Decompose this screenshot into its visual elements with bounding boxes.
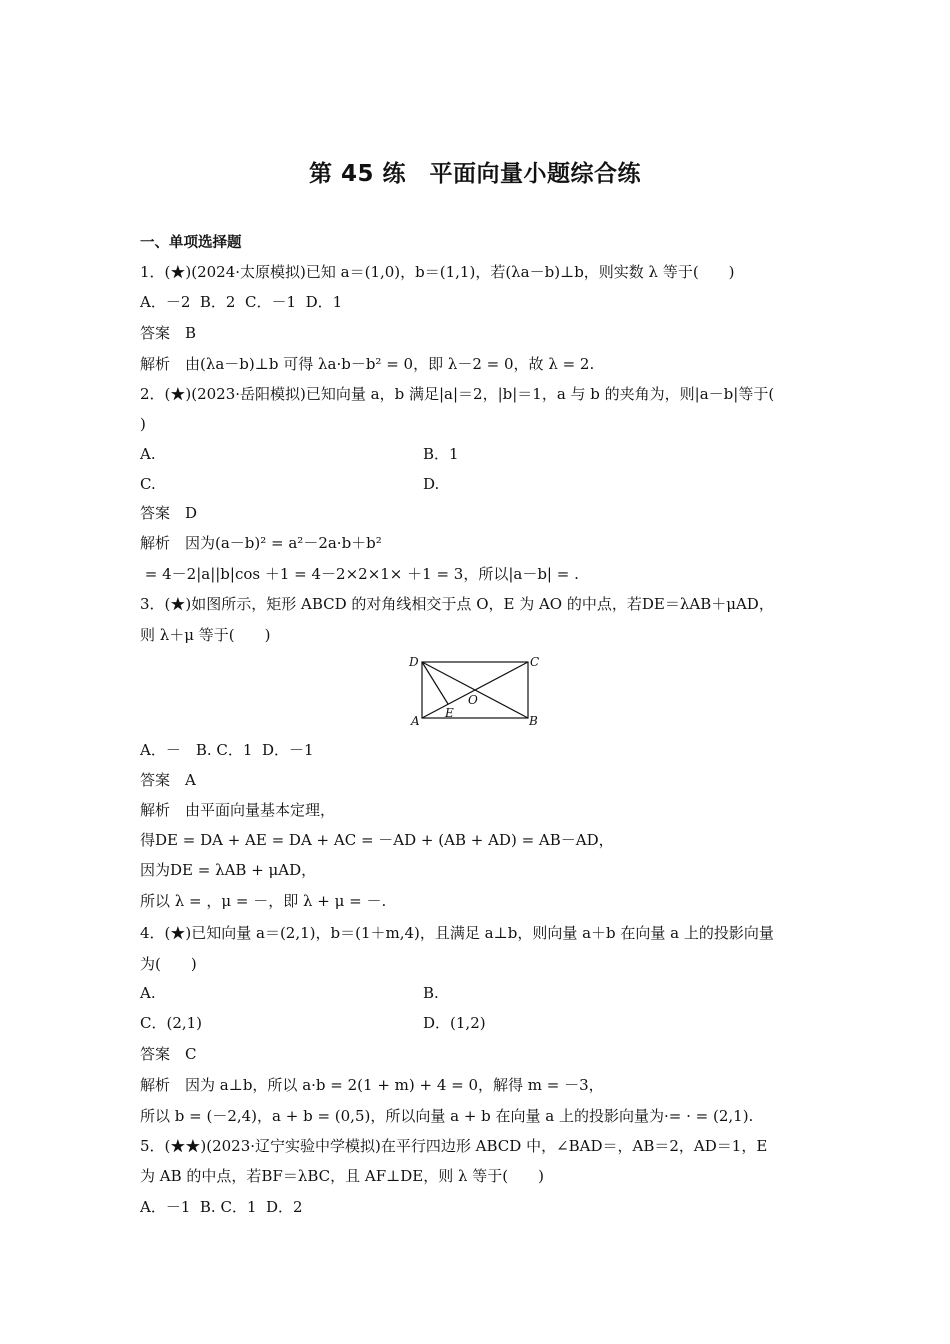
- section-heading: 一、单项选择题: [140, 235, 242, 251]
- q1-solution: 解析 由(λa－b)⊥b 可得 λa·b－b² = 0，即 λ－2 = 0，故 λ = 2.: [140, 355, 595, 373]
- q4-option-c: C．(2,1): [140, 1014, 203, 1032]
- page-title: 第 45 练 平面向量小题综合练: [308, 161, 642, 187]
- q3-options: A．－ B. C．1 D．－1: [140, 741, 314, 759]
- q3-solution-2: 得DE = DA + AE = DA + AC = －AD + (AB + AD) = AB－AD，: [140, 831, 614, 849]
- label-o: O: [468, 693, 478, 707]
- label-a: A: [411, 714, 420, 728]
- label-b: B: [529, 714, 538, 728]
- rectangle-diagram: [404, 650, 554, 730]
- q3-answer: 答案 A: [140, 771, 196, 789]
- q4-stem: 4．(★)已知向量 a＝(2,1)，b＝(1＋m,4)，且满足 a⊥b，则向量 a＋b 在向量 a 上的投影向量: [140, 924, 774, 942]
- label-c: C: [530, 655, 540, 669]
- q3-solution-4: 所以 λ = ，μ = －，即 λ + μ = －.: [140, 892, 387, 910]
- q5-stem: 5．(★★)(2023·辽宁实验中学模拟)在平行四边形 ABCD 中，∠BAD＝，AB＝2，AD＝1，E: [140, 1137, 768, 1155]
- label-e: E: [445, 706, 454, 720]
- q2-solution-cont: = 4－2|a||b|cos ＋1 = 4－2×2×1× ＋1 = 3，所以|a－b| = .: [140, 565, 579, 583]
- q4-solution: 解析 因为 a⊥b，所以 a·b = 2(1 + m) + 4 = 0，解得 m = －3，: [140, 1076, 604, 1094]
- q2-option-c: C.: [140, 475, 156, 493]
- q4-option-b: B.: [423, 984, 439, 1002]
- q3-stem-cont: 则 λ＋μ 等于( ): [140, 626, 271, 644]
- q3-stem: 3．(★)如图所示，矩形 ABCD 的对角线相交于点 O，E 为 AO 的中点，若DE＝λAB＋μAD，: [140, 595, 774, 613]
- q2-option-b: B．1: [423, 445, 459, 463]
- q4-solution-cont: 所以 b = (－2,4)，a + b = (0,5)，所以向量 a + b 在向量 a 上的投影向量为·= · = (2,1).: [140, 1107, 754, 1125]
- q3-solution: 解析 由平面向量基本定理，: [140, 801, 336, 819]
- q1-options: A．－2 B．2 C．－1 D．1: [140, 293, 343, 311]
- q2-solution: 解析 因为(a－b)² = a²－2a·b＋b²: [140, 534, 382, 552]
- q4-option-d: D．(1,2): [423, 1014, 486, 1032]
- q2-stem: 2．(★)(2023·岳阳模拟)已知向量 a，b 满足|a|＝2，|b|＝1，a 与 b 的夹角为，则|a－b|等于(: [140, 385, 775, 403]
- q1-stem: 1．(★)(2024·太原模拟)已知 a＝(1,0)，b＝(1,1)，若(λa－b)⊥b，则实数 λ 等于( ): [140, 263, 735, 281]
- label-d: D: [409, 655, 419, 669]
- q2-option-a: A.: [140, 445, 156, 463]
- q2-option-d: D.: [423, 475, 440, 493]
- q4-option-a: A.: [140, 984, 156, 1002]
- q1-answer: 答案 B: [140, 324, 197, 342]
- q4-stem-cont: 为( ): [140, 955, 197, 973]
- q4-answer: 答案 C: [140, 1045, 197, 1063]
- q3-solution-3: 因为DE = λAB + μAD，: [140, 861, 317, 879]
- q2-stem-cont: ): [140, 415, 146, 433]
- q5-options: A．－1 B. C．1 D．2: [140, 1198, 303, 1216]
- q5-stem-cont: 为 AB 的中点，若BF＝λBC，且 AF⊥DE，则 λ 等于( ): [140, 1167, 544, 1185]
- q2-answer: 答案 D: [140, 504, 198, 522]
